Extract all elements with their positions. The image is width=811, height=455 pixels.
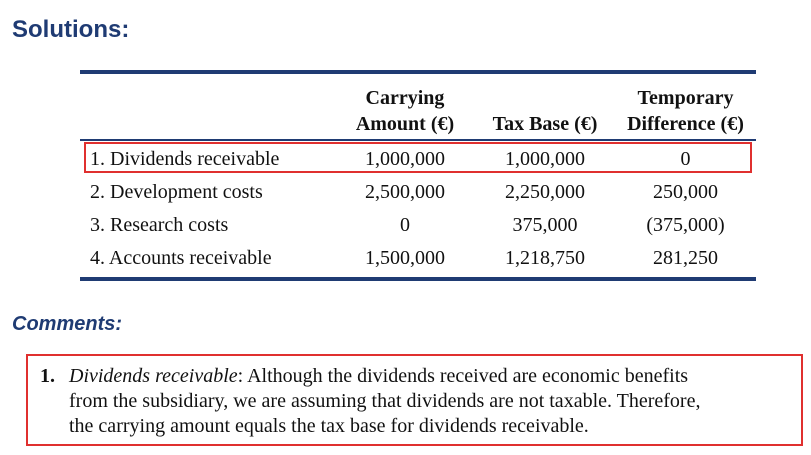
solutions-title: Solutions: xyxy=(12,16,130,43)
table-row xyxy=(80,176,756,209)
row-tax-base: 1,000,000 xyxy=(505,148,585,170)
row-item: 2. Development costs xyxy=(90,181,263,203)
comment-number: 1. xyxy=(40,365,55,387)
row-difference: 281,250 xyxy=(653,247,718,269)
header-tax-base-label: Tax Base (€) xyxy=(492,113,598,135)
comment-line2: from the subsidiary, we are assuming that dividends are not taxable. Therefore, xyxy=(69,390,701,412)
header-temporary-line1: Temporary xyxy=(637,87,734,109)
header-carrying-line2: Amount (€) xyxy=(355,113,455,135)
comment-term: Dividends receivable xyxy=(69,365,238,387)
header-temporary-difference xyxy=(615,85,756,137)
row-difference: (375,000) xyxy=(646,214,725,236)
row-tax-base: 2,250,000 xyxy=(505,181,585,203)
row-carrying: 2,500,000 xyxy=(365,181,445,203)
dividends-row-highlight xyxy=(84,142,752,173)
comment-line3: the carrying amount equals the tax base for dividends receivable. xyxy=(69,415,589,437)
row-tax-base: 1,218,750 xyxy=(505,247,585,269)
deferred-tax-table xyxy=(80,70,756,281)
header-tax-base xyxy=(475,111,615,137)
table-row xyxy=(80,242,756,275)
row-item: 3. Research costs xyxy=(90,214,229,236)
comment-body xyxy=(69,364,785,439)
comment-highlight-box xyxy=(26,354,803,446)
comment-text xyxy=(40,364,785,439)
row-carrying: 0 xyxy=(400,214,410,236)
header-carrying-line1: Carrying xyxy=(365,87,445,109)
table-header-row xyxy=(80,74,756,139)
header-temporary-line2: Difference (€) xyxy=(627,113,744,135)
comments-title: Comments: xyxy=(12,313,123,335)
row-difference: 250,000 xyxy=(653,181,718,203)
comment-line1: : Although the dividends received are economic benefits xyxy=(237,365,689,387)
header-carrying-amount xyxy=(335,85,475,137)
row-carrying: 1,000,000 xyxy=(365,148,445,170)
row-tax-base: 375,000 xyxy=(512,214,578,236)
table-row xyxy=(80,209,756,242)
row-item: 4. Accounts receivable xyxy=(90,247,272,269)
row-item: 1. Dividends receivable xyxy=(90,148,280,170)
table-bottom-rule xyxy=(80,277,756,281)
row-carrying: 1,500,000 xyxy=(365,247,445,269)
row-difference: 0 xyxy=(680,148,691,170)
